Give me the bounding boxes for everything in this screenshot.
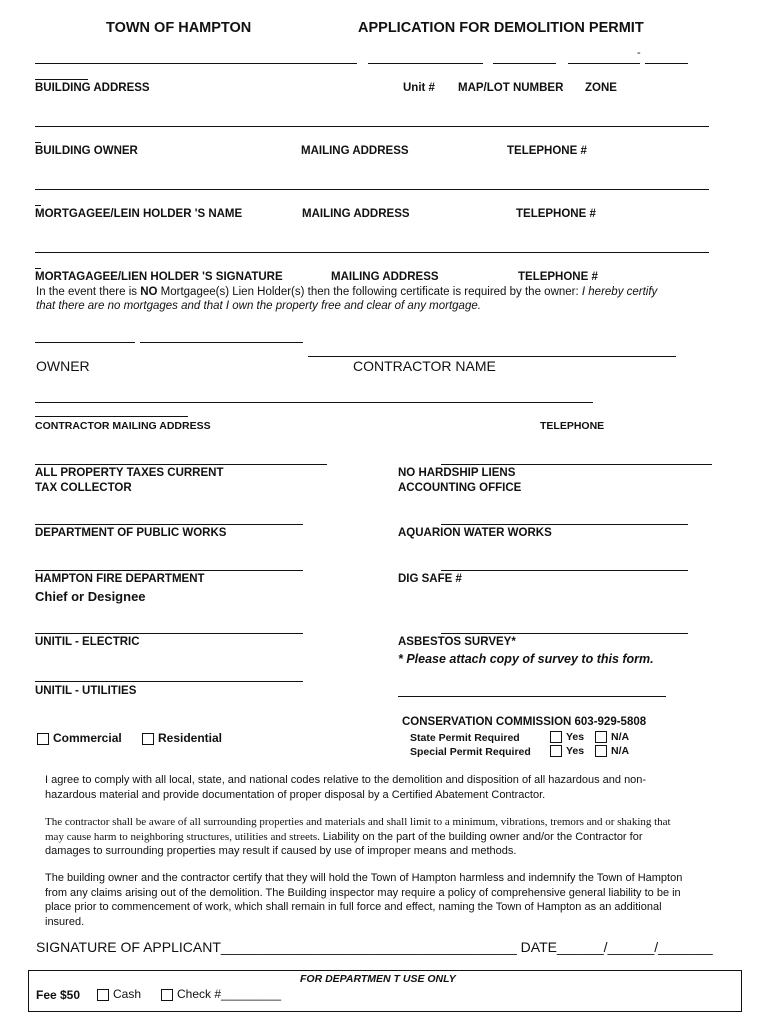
commercial-option[interactable]: Commercial xyxy=(37,731,122,745)
building-address-field[interactable] xyxy=(35,63,357,64)
contractor-name-label: CONTRACTOR NAME xyxy=(353,358,496,374)
special-na-checkbox[interactable] xyxy=(595,745,607,757)
check-checkbox[interactable] xyxy=(161,989,173,1001)
property-taxes-signoff[interactable] xyxy=(35,464,327,465)
lot-field[interactable] xyxy=(568,63,640,64)
date-label: DATE xyxy=(520,939,557,955)
mortgagee-name-label: MORTGAGEE/LEIN HOLDER 'S NAME xyxy=(35,208,243,220)
state-yes-checkbox[interactable] xyxy=(550,731,562,743)
mortgagee-field-tick xyxy=(35,205,41,206)
hardship-liens-signoff[interactable] xyxy=(441,464,712,465)
state-na-checkbox[interactable] xyxy=(595,731,607,743)
building-owner-label: BUILDING OWNER xyxy=(35,145,138,157)
dpw-label: DEPARTMENT OF PUBLIC WORKS xyxy=(35,527,227,539)
fee-label: Fee $50 xyxy=(36,988,81,1002)
contractor-telephone-label: TELEPHONE xyxy=(540,420,605,432)
town-title: TOWN OF HAMPTON xyxy=(106,20,252,36)
property-taxes-label: ALL PROPERTY TAXES CURRENT xyxy=(35,467,224,479)
mortgagee-signature-field[interactable] xyxy=(35,252,709,253)
cash-checkbox[interactable] xyxy=(97,989,109,1001)
signature-row[interactable] xyxy=(36,939,713,955)
building-address-field-cont[interactable] xyxy=(35,79,88,80)
fire-dept-label: HAMPTON FIRE DEPARTMENT xyxy=(35,573,205,585)
state-permit-na[interactable]: N/A xyxy=(595,731,629,743)
mortgagee-field[interactable] xyxy=(35,189,709,190)
signature-line: ______________________________________ xyxy=(220,939,517,955)
cash-option[interactable]: Cash xyxy=(97,987,141,1001)
dpw-signoff[interactable] xyxy=(35,524,303,525)
residential-checkbox[interactable] xyxy=(142,733,154,745)
asbestos-label: ASBESTOS SURVEY* xyxy=(398,636,516,648)
contractor-paragraph: The contractor shall be aware of all surrounding properties and materials and shall limit to a minimum, vibrations, tremors and or shaking that may cause harm to neighboring structures, utilities and streets. Liability on the part of the building owner and/or the Contractor for damages to surrounding properties may result if caused by use of improper means and methods. xyxy=(45,816,671,857)
zone-field[interactable] xyxy=(645,63,688,64)
mortgage-certificate-line2: that there are no mortgages and that I own the property free and clear of any mortgage. xyxy=(36,300,481,312)
building-owner-field[interactable] xyxy=(35,126,709,127)
aquarion-signoff[interactable] xyxy=(441,524,688,525)
indemnify-paragraph: The building owner and the contractor certify that they will hold the Town of Hampton harmless and indemnify the Town of Hampton from any claims arising out of the demolition. The Building inspector may require a policy of comprehensive general liability to be in place prior to commencement of work, which shall remain in full force and effect, naming the Town of Hampton as an additional insured. xyxy=(45,872,683,928)
owner-telephone-label: TELEPHONE # xyxy=(507,145,587,157)
dig-safe-field[interactable] xyxy=(441,570,688,571)
compliance-paragraph: I agree to comply with all local, state, and national codes relative to the demolition and disposition of all hazardous and non- hazardous material and provide documentation of proper disposal by a Certified Abatement Contractor. xyxy=(45,774,647,801)
asbestos-note: * Please attach copy of survey to this form. xyxy=(398,652,654,666)
special-yes-checkbox[interactable] xyxy=(550,745,562,757)
conservation-label: CONSERVATION COMMISSION 603-929-5808 xyxy=(402,716,647,728)
date-line: ______/______/_______ xyxy=(556,939,713,955)
state-permit-yes[interactable]: Yes xyxy=(550,731,584,743)
mortgagee-sig-telephone-label: TELEPHONE # xyxy=(518,271,598,283)
zone-label: ZONE xyxy=(585,82,617,94)
building-owner-field-tick xyxy=(35,142,41,143)
conservation-signoff[interactable] xyxy=(398,696,666,697)
owner-field-a[interactable] xyxy=(35,342,135,343)
contractor-mailing-field[interactable] xyxy=(35,402,593,403)
unitil-utilities-signoff[interactable] xyxy=(35,681,303,682)
fire-dept-signoff[interactable] xyxy=(35,570,303,571)
special-permit-label: Special Permit Required xyxy=(410,746,531,758)
accounting-label: ACCOUNTING OFFICE xyxy=(398,482,522,494)
contractor-name-field[interactable] xyxy=(308,356,676,357)
special-permit-yes[interactable]: Yes xyxy=(550,745,584,757)
owner-field-b[interactable] xyxy=(140,342,303,343)
signature-label: SIGNATURE OF APPLICANT xyxy=(36,939,221,955)
unitil-utilities-label: UNITIL - UTILITIES xyxy=(35,685,137,697)
owner-mailing-label: MAILING ADDRESS xyxy=(301,145,409,157)
unit-label: Unit # xyxy=(403,82,435,94)
no-hardship-label: NO HARDSHIP LIENS xyxy=(398,467,516,479)
building-address-label: BUILDING ADDRESS xyxy=(35,82,150,94)
mortgagee-signature-label: MORTAGAGEE/LIEN HOLDER 'S SIGNATURE xyxy=(35,271,283,283)
tax-collector-label: TAX COLLECTOR xyxy=(35,482,132,494)
map-field[interactable] xyxy=(493,63,556,64)
aquarion-label: AQUARION WATER WORKS xyxy=(398,527,552,539)
check-option[interactable]: Check #_________ xyxy=(161,987,281,1001)
unitil-electric-signoff[interactable] xyxy=(35,633,303,634)
mortgagee-mailing-label: MAILING ADDRESS xyxy=(302,208,410,220)
form-title: APPLICATION FOR DEMOLITION PERMIT xyxy=(358,20,644,36)
check-number-field: _________ xyxy=(221,987,282,1001)
owner-label: OWNER xyxy=(36,358,90,374)
contractor-mailing-label: CONTRACTOR MAILING ADDRESS xyxy=(35,420,211,432)
dig-safe-label: DIG SAFE # xyxy=(398,573,462,585)
map-lot-label: MAP/LOT NUMBER xyxy=(458,82,564,94)
state-permit-label: State Permit Required xyxy=(410,732,520,744)
map-lot-dash: - xyxy=(637,47,641,59)
contractor-mailing-field-cont[interactable] xyxy=(35,416,188,417)
chief-label: Chief or Designee xyxy=(35,589,146,604)
mortgage-certificate-line1: In the event there is NO Mortgagee(s) Lien Holder(s) then the following certificate is required by the owner: I hereby certify xyxy=(36,286,658,298)
department-use-label: FOR DEPARTMEN T USE ONLY xyxy=(300,973,456,985)
mortgagee-sig-mailing-label: MAILING ADDRESS xyxy=(331,271,439,283)
unit-field[interactable] xyxy=(368,63,483,64)
special-permit-na[interactable]: N/A xyxy=(595,745,629,757)
residential-option[interactable]: Residential xyxy=(142,731,222,745)
asbestos-field[interactable] xyxy=(441,633,688,634)
mortgagee-signature-tick xyxy=(35,268,41,269)
unitil-electric-label: UNITIL - ELECTRIC xyxy=(35,636,140,648)
commercial-checkbox[interactable] xyxy=(37,733,49,745)
mortgagee-telephone-label: TELEPHONE # xyxy=(516,208,596,220)
